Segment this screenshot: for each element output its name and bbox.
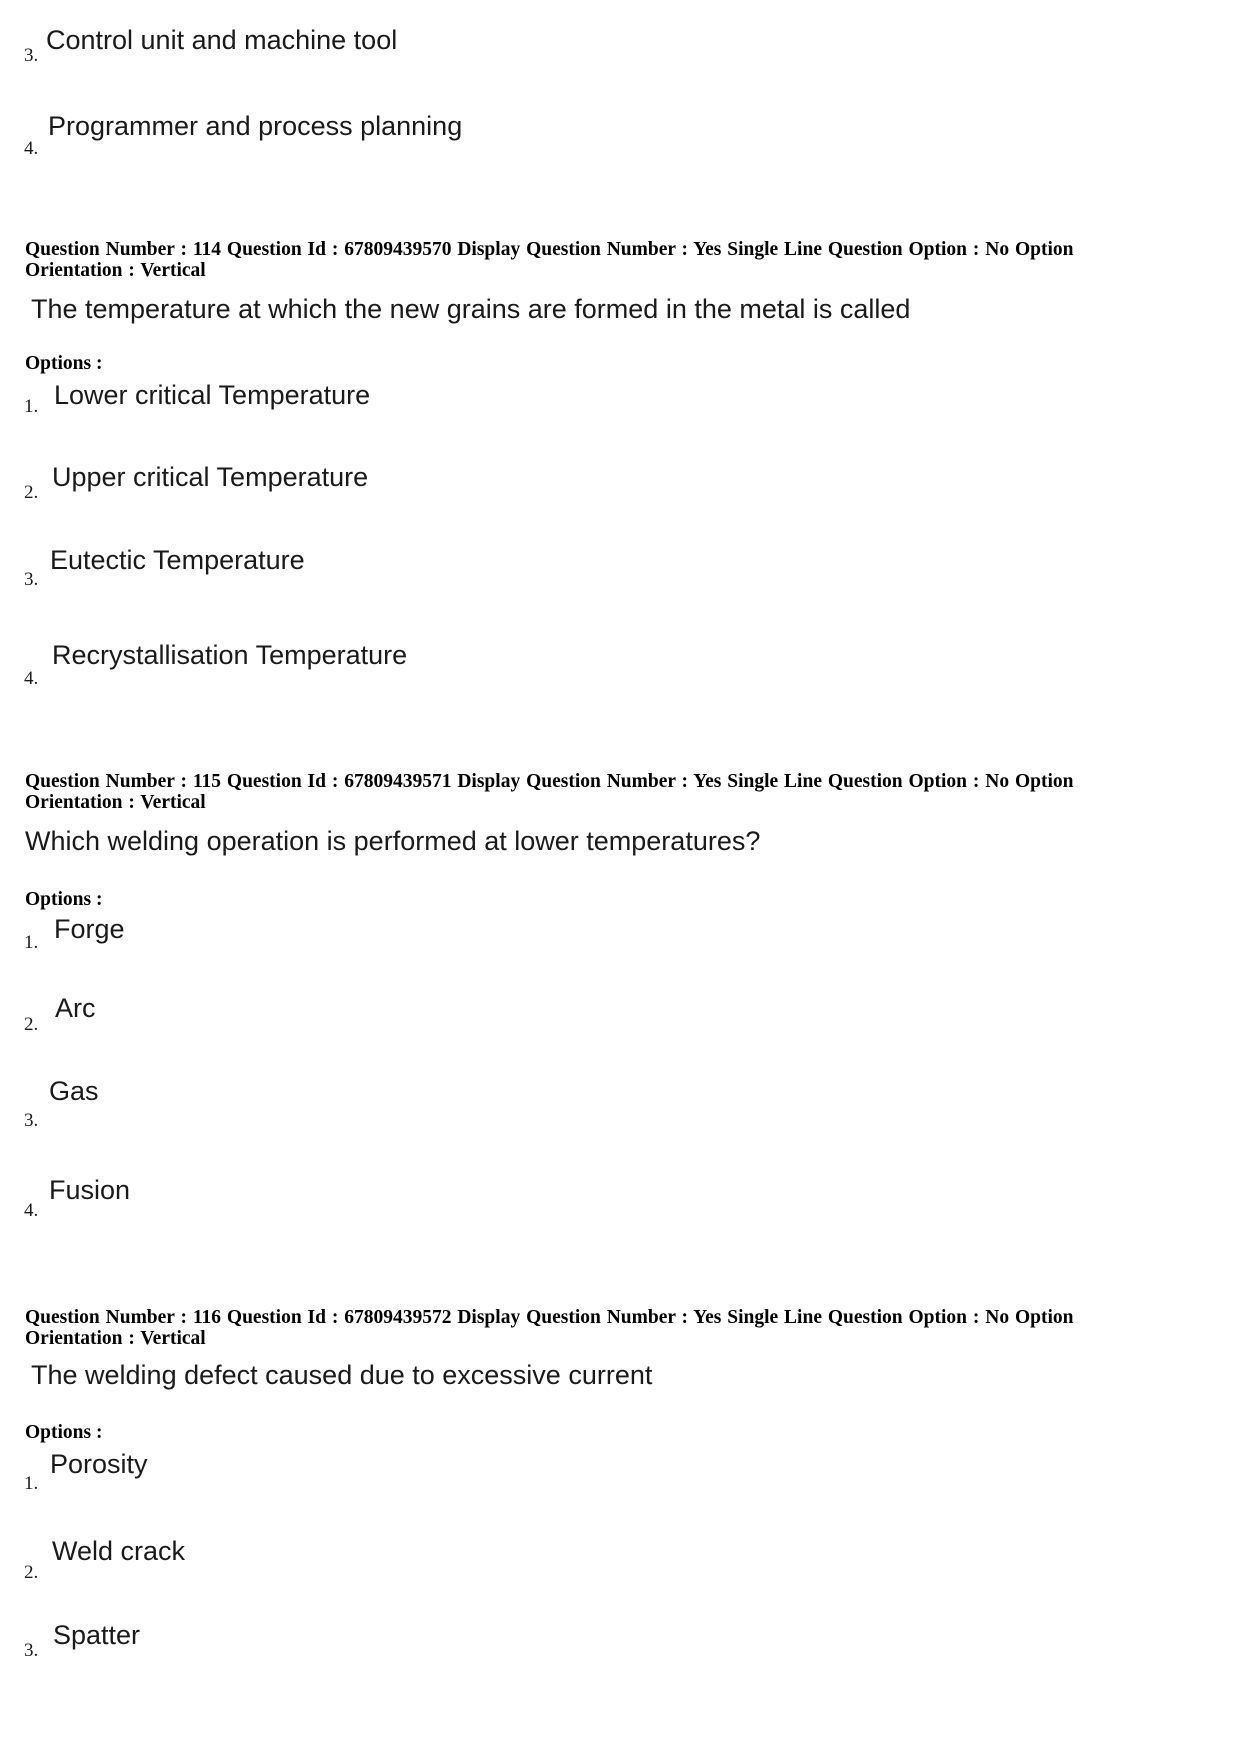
options-label: Options : [25,1422,103,1443]
question-meta-line: Orientation : Vertical [25,260,206,281]
options-label: Options : [25,889,103,910]
option-text: Programmer and process planning [48,111,463,141]
option-number: 2. [24,1014,39,1035]
option-text: Porosity [50,1449,148,1479]
option-number: 3. [24,45,39,66]
option-number: 1. [24,1473,39,1494]
option-text: Forge [54,914,125,944]
option-number: 1. [24,932,39,953]
option-text: Eutectic Temperature [50,545,305,575]
question-meta [25,771,1225,813]
question-meta [25,1307,1225,1349]
question-text: Which welding operation is performed at lower temperatures? [25,826,761,856]
option-number: 3. [24,569,39,590]
question-text: The temperature at which the new grains are formed in the metal is called [31,294,911,324]
option-number: 1. [24,396,39,417]
option-text: Fusion [49,1175,131,1205]
option-number: 4. [24,1200,39,1221]
question-meta-line: Question Number : 115 Question Id : 67809439571 Display Question Number : Yes Single Line Question Option : No Option [25,771,1074,792]
question-meta-line: Question Number : 116 Question Id : 67809439572 Display Question Number : Yes Single Line Question Option : No Option [25,1307,1074,1328]
options-label: Options : [25,353,103,374]
option-text: Upper critical Temperature [52,462,369,492]
question-text: The welding defect caused due to excessive current [31,1360,653,1390]
option-number: 4. [24,138,39,159]
question-meta-line: Orientation : Vertical [25,1328,206,1349]
option-number: 2. [24,482,39,503]
option-number: 3. [24,1640,39,1661]
option-number: 3. [24,1110,39,1131]
question-meta [25,239,1225,281]
option-text: Gas [49,1076,99,1106]
option-text: Lower critical Temperature [54,380,371,410]
option-number: 2. [24,1562,39,1583]
option-number: 4. [24,668,39,689]
question-meta-line: Orientation : Vertical [25,792,206,813]
question-meta-line: Question Number : 114 Question Id : 67809439570 Display Question Number : Yes Single Line Question Option : No Option [25,239,1074,260]
option-text: Spatter [53,1620,141,1650]
option-text: Control unit and machine tool [46,25,398,55]
option-text: Weld crack [52,1536,186,1566]
option-text: Recrystallisation Temperature [52,640,408,670]
option-text: Arc [55,993,96,1023]
